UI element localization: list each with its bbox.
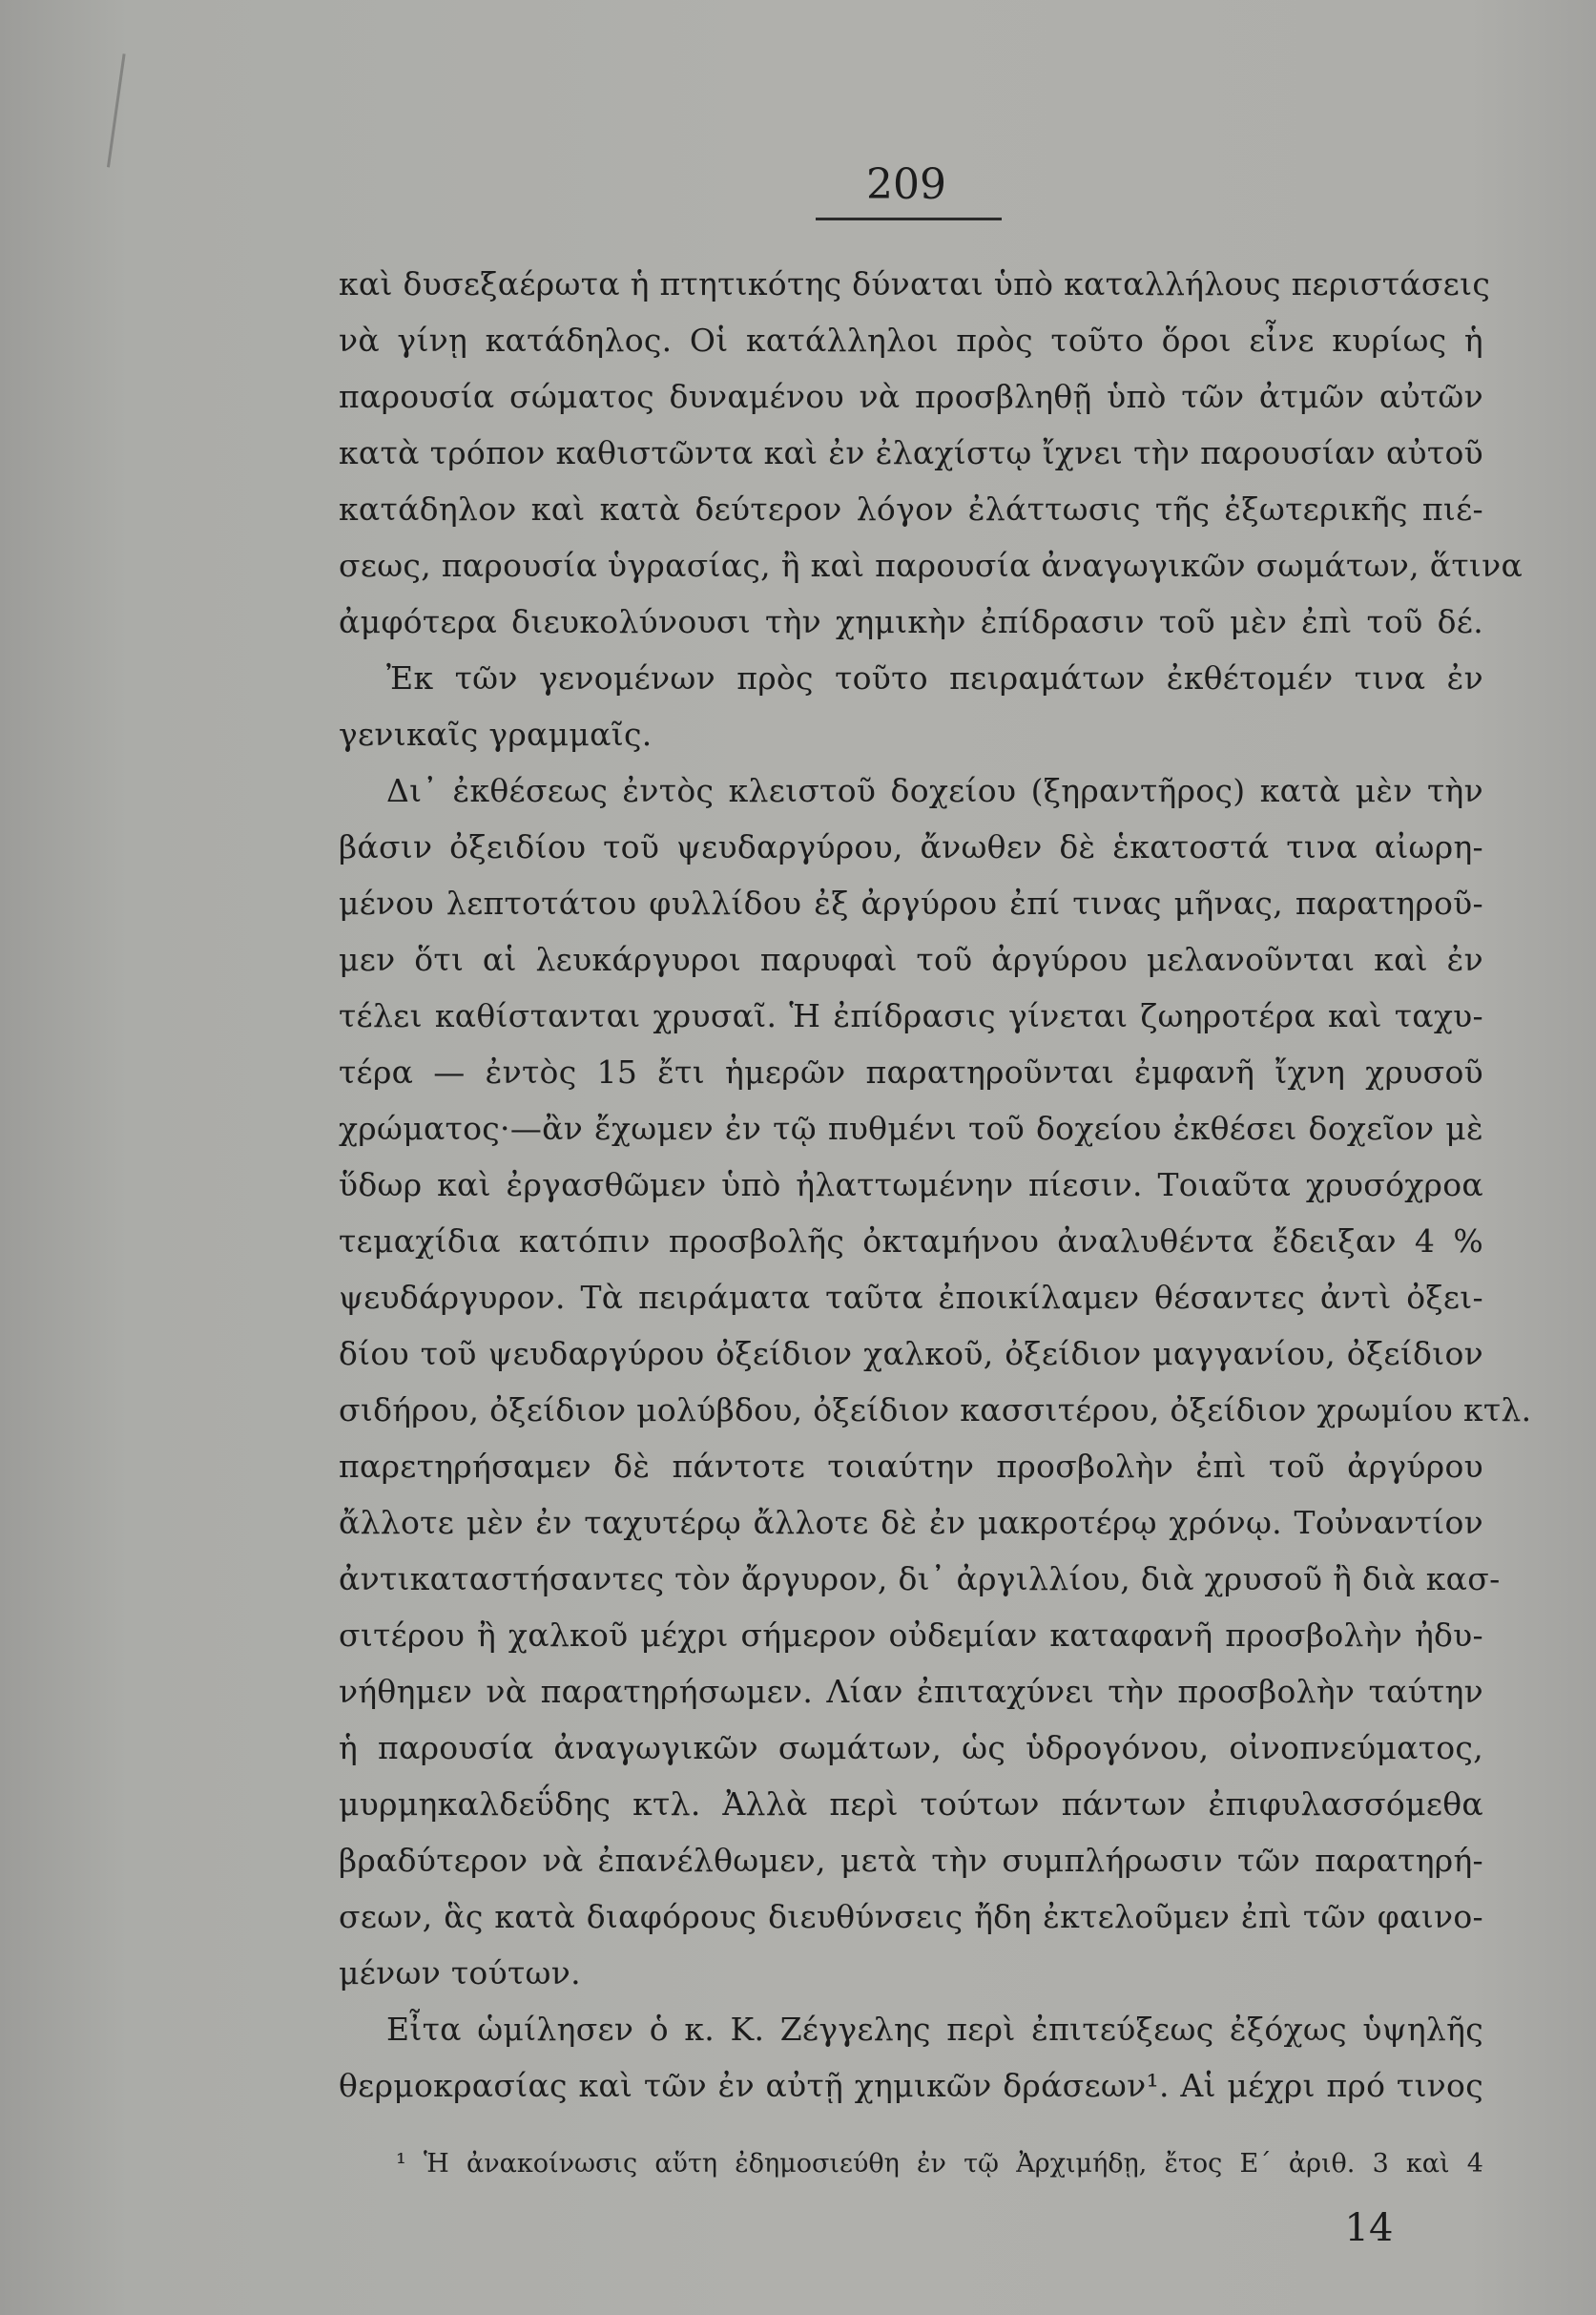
text-line: ἡ παρουσία ἀναγωγικῶν σωμάτων, ὡς ὑδρογόνου, οἰνοπνεύματος,: [339, 1729, 1483, 1766]
text-line: σιτέρου ἢ χαλκοῦ μέχρι σήμερον οὐδεμίαν καταφανῆ προσβολὴν ἠδυ-: [339, 1616, 1483, 1654]
text-line: Εἶτα ὡμίλησεν ὁ κ. Κ. Ζέγγελης περὶ ἐπιτεύξεως ἐξόχως ὑψηλῆς: [386, 2011, 1483, 2048]
text-line: γενικαῖς γραμμαῖς.: [339, 716, 653, 753]
text-line: σιδήρου, ὀξείδιον μολύβδου, ὀξείδιον κασσιτέρου, ὀξείδιον χρωμίου κτλ.: [339, 1391, 1532, 1429]
signature-mark: 14: [1344, 2206, 1394, 2250]
text-line: νήθημεν νὰ παρατηρήσωμεν. Λίαν ἐπιταχύνει τὴν προσβολὴν ταύτην: [339, 1673, 1483, 1710]
text-line: ἀμφότερα διευκολύνουσι τὴν χημικὴν ἐπίδρασιν τοῦ μὲν ἐπὶ τοῦ δέ.: [339, 603, 1483, 640]
text-line: τέρα — ἐντὸς 15 ἔτι ἡμερῶν παρατηροῦνται ἐμφανῆ ἴχνη χρυσοῦ: [339, 1053, 1483, 1091]
text-line: θερμοκρασίας καὶ τῶν ἐν αὐτῇ χημικῶν δράσεων¹. Αἱ μέχρι πρό τινος: [339, 2067, 1483, 2104]
text-line: βραδύτερον νὰ ἐπανέλθωμεν, μετὰ τὴν συμπλήρωσιν τῶν παρατηρή-: [339, 1842, 1483, 1879]
text-line: κατὰ τρόπον καθιστῶντα καὶ ἐν ἐλαχίστῳ ἴχνει τὴν παρουσίαν αὐτοῦ: [339, 434, 1483, 471]
text-line: μένων τούτων.: [339, 1954, 581, 1992]
text-line: ψευδάργυρον. Τὰ πειράματα ταῦτα ἐποικίλαμεν θέσαντες ἀντὶ ὀξει-: [339, 1279, 1483, 1316]
text-line: καὶ δυσεξαέρωτα ἡ πτητικότης δύναται ὑπὸ καταλλήλους περιστάσεις: [339, 265, 1491, 302]
page-number: 209: [866, 160, 946, 209]
text-line: μένου λεπτοτάτου φυλλίδου ἐξ ἀργύρου ἐπί τινας μῆνας, παρατηροῦ-: [339, 885, 1483, 922]
header-rule: [816, 218, 1002, 220]
text-line: ἄλλοτε μὲν ἐν ταχυτέρῳ ἄλλοτε δὲ ἐν μακροτέρῳ χρόνῳ. Τοὐναντίον: [339, 1504, 1483, 1541]
text-line: ἀντικαταστήσαντες τὸν ἄργυρον, δι᾽ ἀργιλλίου, διὰ χρυσοῦ ἢ διὰ κασ-: [339, 1560, 1501, 1597]
text-line: μυρμηκαλδεΰδης κτλ. Ἀλλὰ περὶ τούτων πάντων ἐπιφυλασσόμεθα: [339, 1785, 1483, 1823]
text-line: βάσιν ὀξειδίου τοῦ ψευδαργύρου, ἄνωθεν δὲ ἑκατοστά τινα αἰωρη-: [339, 828, 1483, 866]
page-margin-mark: [107, 53, 182, 176]
text-line: τεμαχίδια κατόπιν προσβολῆς ὀκταμήνου ἀναλυθέντα ἔδειξαν 4 %: [339, 1222, 1483, 1260]
text-line: κατάδηλον καὶ κατὰ δεύτερον λόγον ἐλάττωσις τῆς ἐξωτερικῆς πιέ-: [339, 490, 1483, 528]
text-line: μεν ὅτι αἱ λευκάργυροι παρυφαὶ τοῦ ἀργύρου μελανοῦνται καὶ ἐν: [339, 941, 1483, 978]
text-line: Δι᾽ ἐκθέσεως ἐντὸς κλειστοῦ δοχείου (ξηραντῆρος) κατὰ μὲν τὴν: [386, 772, 1483, 809]
text-line: Ἐκ τῶν γενομένων πρὸς τοῦτο πειραμάτων ἐκθέτομέν τινα ἐν: [386, 659, 1483, 697]
footnote: ¹ Ἡ ἀνακοίνωσις αὕτη ἐδημοσιεύθη ἐν τῷ Ἀρχιμήδῃ, ἔτος Ε΄ ἀριθ. 3 καὶ 4: [396, 2149, 1483, 2179]
text-line: δίου τοῦ ψευδαργύρου ὀξείδιον χαλκοῦ, ὀξείδιον μαγγανίου, ὀξείδιον: [339, 1335, 1483, 1372]
text-line: χρώματος·—ἂν ἔχωμεν ἐν τῷ πυθμένι τοῦ δοχείου ἐκθέσει δοχεῖον μὲ: [339, 1110, 1483, 1147]
text-line: τέλει καθίστανται χρυσαῖ. Ἡ ἐπίδρασις γίνεται ζωηροτέρα καὶ ταχυ-: [339, 997, 1483, 1034]
text-line: παρετηρήσαμεν δὲ πάντοτε τοιαύτην προσβολὴν ἐπὶ τοῦ ἀργύρου: [339, 1448, 1483, 1485]
text-line: ὕδωρ καὶ ἐργασθῶμεν ὑπὸ ἠλαττωμένην πίεσιν. Τοιαῦτα χρυσόχροα: [339, 1166, 1483, 1203]
text-line: σεων, ἃς κατὰ διαφόρους διευθύνσεις ἤδη ἐκτελοῦμεν ἐπὶ τῶν φαινο-: [339, 1898, 1483, 1935]
text-line: νὰ γίνῃ κατάδηλος. Οἱ κατάλληλοι πρὸς τοῦτο ὅροι εἶνε κυρίως ἡ: [339, 322, 1483, 359]
text-line: παρουσία σώματος δυναμένου νὰ προσβληθῇ ὑπὸ τῶν ἀτμῶν αὐτῶν: [339, 378, 1483, 415]
text-line: σεως, παρουσία ὑγρασίας, ἢ καὶ παρουσία ἀναγωγικῶν σωμάτων, ἅτινα: [339, 547, 1523, 584]
